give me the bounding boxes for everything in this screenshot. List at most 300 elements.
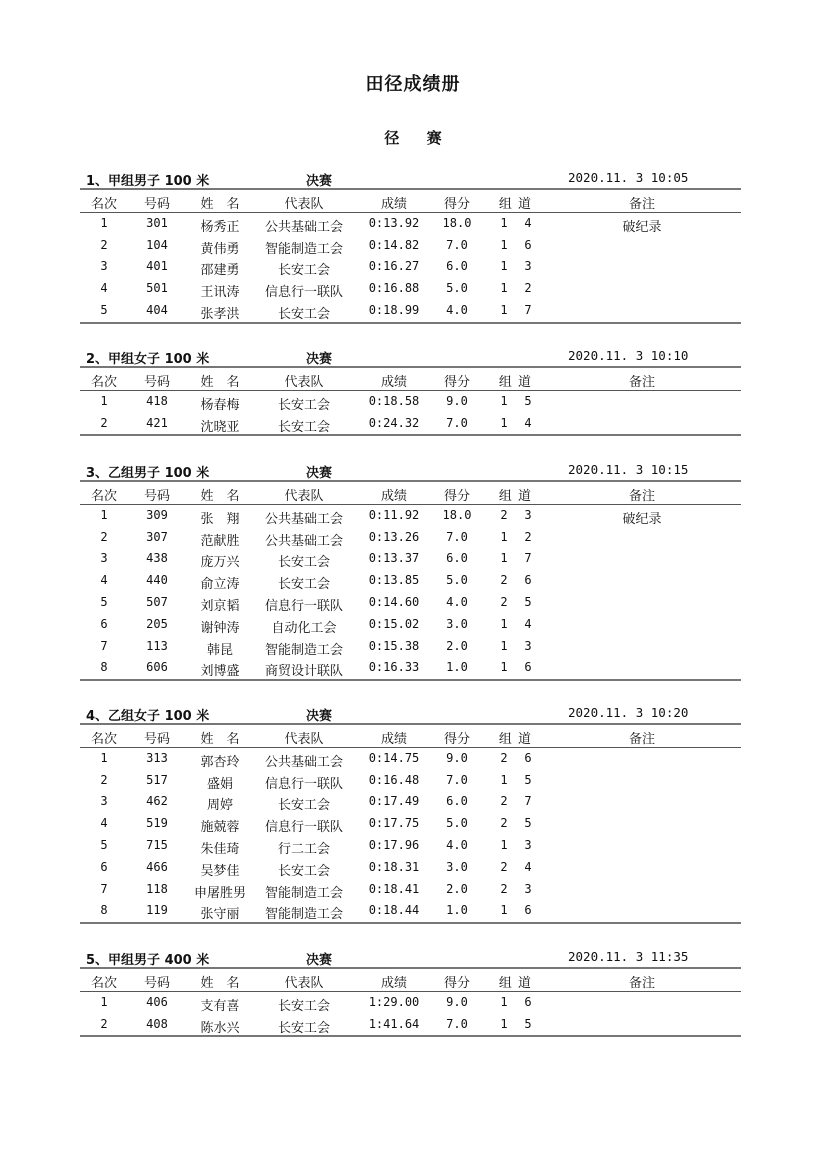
cell-lane: 3: [524, 507, 532, 522]
cell-team: 公共基础工会: [264, 533, 343, 549]
cell-number: 313: [146, 750, 168, 765]
cell-result: 0:18.41: [368, 881, 420, 896]
cell-rank: 1: [100, 215, 108, 230]
cell-result: 1:29.00: [368, 994, 420, 1009]
cell-number: 119: [146, 903, 168, 918]
cell-team: 长安工会: [277, 863, 330, 879]
cell-group: 1: [500, 393, 508, 408]
cell-name: 沈晓亚: [200, 419, 240, 435]
col-rank-header: 名次: [90, 375, 117, 390]
cell-group: 1: [500, 772, 508, 787]
col-team-header: 代表队: [284, 732, 324, 747]
cell-rank: 6: [100, 616, 108, 631]
cell-rank: 2: [100, 772, 108, 787]
event-time: 2020.11. 3 10:10: [568, 348, 689, 363]
event-section: [80, 460, 741, 681]
col-rank-header: 名次: [90, 976, 117, 991]
cell-team: 长安工会: [277, 577, 330, 593]
cell-number: 408: [146, 1016, 168, 1031]
cell-score: 4.0: [446, 302, 468, 317]
cell-lane: 6: [524, 994, 532, 1009]
table-row: [80, 391, 741, 413]
cell-group: 1: [500, 259, 508, 274]
cell-result: 0:16.88: [368, 281, 420, 296]
col-result-header: 成绩: [380, 375, 407, 390]
cell-number: 309: [146, 507, 168, 522]
col-rank-header: 名次: [90, 732, 117, 747]
cell-rank: 2: [100, 1016, 108, 1031]
cell-name: 吴梦佳: [200, 863, 240, 879]
cell-rank: 5: [100, 302, 108, 317]
cell-number: 606: [146, 660, 168, 675]
cell-lane: 4: [524, 415, 532, 430]
cell-result: 0:13.37: [368, 551, 420, 566]
cell-team: 公共基础工会: [264, 219, 343, 235]
cell-rank: 3: [100, 794, 108, 809]
col-score-header: 得分: [443, 976, 470, 991]
result-rows: [80, 505, 741, 679]
cell-lane: 5: [524, 816, 532, 831]
cell-team: 长安工会: [277, 1020, 330, 1036]
cell-name: 施兢蓉: [200, 820, 240, 836]
event-header: [80, 460, 741, 480]
cell-group: 1: [500, 215, 508, 230]
cell-score: 7.0: [446, 529, 468, 544]
result-rows: [80, 391, 741, 435]
cell-rank: 2: [100, 529, 108, 544]
cell-rank: 8: [100, 660, 108, 675]
cell-group: 2: [500, 859, 508, 874]
event-round: 决赛: [306, 352, 333, 367]
cell-result: 0:15.02: [368, 616, 420, 631]
col-note-header: 备注: [628, 732, 655, 747]
col-name-header: 姓 名: [200, 197, 240, 212]
col-group-lane-header: 组 道: [498, 489, 532, 504]
cell-result: 0:17.96: [368, 837, 420, 852]
col-team-header: 代表队: [284, 197, 324, 212]
cell-group: 2: [500, 750, 508, 765]
cell-lane: 6: [524, 573, 532, 588]
cell-result: 0:14.75: [368, 750, 420, 765]
table-bottom-rule: [80, 322, 741, 324]
cell-team: 行二工会: [277, 841, 330, 857]
cell-number: 517: [146, 772, 168, 787]
cell-rank: 1: [100, 994, 108, 1009]
cell-group: 1: [500, 616, 508, 631]
col-name-header: 姓 名: [200, 732, 240, 747]
cell-name: 范献胜: [200, 533, 240, 549]
cell-score: 1.0: [446, 660, 468, 675]
event-title: 5、甲组男子 400 米: [86, 953, 210, 968]
column-header-row: [80, 368, 741, 390]
col-group-lane-header: 组 道: [498, 375, 532, 390]
cell-name: 王讯涛: [200, 285, 240, 301]
table-row: [80, 657, 741, 679]
cell-rank: 3: [100, 551, 108, 566]
cell-score: 9.0: [446, 750, 468, 765]
table-row: [80, 636, 741, 658]
cell-number: 421: [146, 415, 168, 430]
event-round: 决赛: [306, 953, 333, 968]
cell-name: 黄伟勇: [200, 241, 240, 257]
table-row: [80, 900, 741, 922]
cell-lane: 4: [524, 215, 532, 230]
cell-lane: 3: [524, 259, 532, 274]
cell-result: 0:14.60: [368, 594, 420, 609]
cell-result: 0:16.48: [368, 772, 420, 787]
cell-score: 6.0: [446, 551, 468, 566]
cell-result: 0:16.27: [368, 259, 420, 274]
col-note-header: 备注: [628, 976, 655, 991]
table-row: [80, 278, 741, 300]
cell-score: 7.0: [446, 237, 468, 252]
cell-number: 438: [146, 551, 168, 566]
col-number-header: 号码: [143, 732, 170, 747]
cell-group: 1: [500, 638, 508, 653]
cell-group: 1: [500, 903, 508, 918]
cell-group: 1: [500, 1016, 508, 1031]
cell-team: 自动化工会: [271, 620, 337, 636]
col-note-header: 备注: [628, 197, 655, 212]
event-section: [80, 346, 741, 436]
event-title: 2、甲组女子 100 米: [86, 352, 210, 367]
cell-number: 307: [146, 529, 168, 544]
cell-rank: 8: [100, 903, 108, 918]
cell-number: 404: [146, 302, 168, 317]
cell-team: 智能制造工会: [264, 885, 343, 901]
cell-number: 406: [146, 994, 168, 1009]
result-rows: [80, 992, 741, 1036]
col-note-header: 备注: [628, 375, 655, 390]
cell-name: 申屠胜男: [193, 885, 246, 901]
cell-rank: 7: [100, 881, 108, 896]
cell-name: 俞立涛: [200, 577, 240, 593]
cell-result: 0:14.82: [368, 237, 420, 252]
event-section: [80, 703, 741, 924]
col-score-header: 得分: [443, 732, 470, 747]
cell-name: 刘博盛: [200, 664, 240, 680]
table-row: [80, 548, 741, 570]
table-row: [80, 527, 741, 549]
column-header-row: [80, 190, 741, 212]
table-row: [80, 505, 741, 527]
cell-group: 2: [500, 794, 508, 809]
cell-result: 0:18.44: [368, 903, 420, 918]
cell-number: 418: [146, 393, 168, 408]
cell-number: 462: [146, 794, 168, 809]
col-name-header: 姓 名: [200, 976, 240, 991]
event-header: [80, 703, 741, 723]
cell-team: 公共基础工会: [264, 511, 343, 527]
table-bottom-rule: [80, 434, 741, 436]
cell-result: 0:13.92: [368, 215, 420, 230]
column-header-row: [80, 969, 741, 991]
event-title: 1、甲组男子 100 米: [86, 174, 210, 189]
cell-group: 1: [500, 837, 508, 852]
cell-group: 1: [500, 551, 508, 566]
cell-rank: 2: [100, 237, 108, 252]
cell-team: 长安工会: [277, 263, 330, 279]
cell-rank: 2: [100, 415, 108, 430]
table-row: [80, 256, 741, 278]
document-subtitle: 径 赛: [384, 129, 442, 147]
cell-lane: 6: [524, 750, 532, 765]
cell-result: 0:13.26: [368, 529, 420, 544]
event-time: 2020.11. 3 10:05: [568, 170, 689, 185]
table-bottom-rule: [80, 679, 741, 681]
cell-lane: 7: [524, 551, 532, 566]
cell-result: 0:11.92: [368, 507, 420, 522]
cell-number: 507: [146, 594, 168, 609]
col-result-header: 成绩: [380, 489, 407, 504]
event-header: [80, 346, 741, 366]
table-row: [80, 300, 741, 322]
cell-team: 长安工会: [277, 555, 330, 571]
cell-name: 郭杏玲: [200, 754, 240, 770]
column-header-row: [80, 482, 741, 504]
event-section: [80, 947, 741, 1037]
col-score-header: 得分: [443, 489, 470, 504]
cell-rank: 4: [100, 281, 108, 296]
col-name-header: 姓 名: [200, 489, 240, 504]
event-header: [80, 947, 741, 967]
cell-team: 智能制造工会: [264, 241, 343, 257]
col-name-header: 姓 名: [200, 375, 240, 390]
cell-rank: 3: [100, 259, 108, 274]
cell-score: 4.0: [446, 837, 468, 852]
cell-note: 破纪录: [622, 219, 662, 235]
cell-name: 邵建勇: [200, 263, 240, 279]
cell-rank: 1: [100, 750, 108, 765]
col-rank-header: 名次: [90, 489, 117, 504]
cell-name: 张守丽: [200, 907, 240, 923]
cell-number: 440: [146, 573, 168, 588]
table-row: [80, 592, 741, 614]
cell-rank: 7: [100, 638, 108, 653]
col-group-lane-header: 组 道: [498, 732, 532, 747]
cell-score: 3.0: [446, 616, 468, 631]
document-title: 田径成绩册: [365, 74, 461, 95]
table-row: [80, 235, 741, 257]
col-team-header: 代表队: [284, 375, 324, 390]
cell-result: 0:16.33: [368, 660, 420, 675]
cell-score: 3.0: [446, 859, 468, 874]
cell-rank: 4: [100, 573, 108, 588]
cell-group: 2: [500, 816, 508, 831]
cell-name: 张 翔: [200, 511, 240, 527]
cell-lane: 3: [524, 881, 532, 896]
event-section: [80, 168, 741, 324]
cell-team: 智能制造工会: [264, 907, 343, 923]
cell-name: 谢钟涛: [200, 620, 240, 636]
col-score-header: 得分: [443, 375, 470, 390]
cell-result: 0:15.38: [368, 638, 420, 653]
cell-name: 杨春梅: [200, 397, 240, 413]
cell-lane: 6: [524, 660, 532, 675]
col-result-header: 成绩: [380, 732, 407, 747]
cell-team: 信息行一联队: [264, 820, 343, 836]
cell-number: 118: [146, 881, 168, 896]
cell-score: 5.0: [446, 281, 468, 296]
result-rows: [80, 748, 741, 922]
cell-result: 0:17.75: [368, 816, 420, 831]
cell-result: 0:13.85: [368, 573, 420, 588]
col-team-header: 代表队: [284, 489, 324, 504]
cell-score: 5.0: [446, 816, 468, 831]
cell-score: 18.0: [442, 507, 472, 522]
col-rank-header: 名次: [90, 197, 117, 212]
table-row: [80, 857, 741, 879]
cell-score: 18.0: [442, 215, 472, 230]
col-result-header: 成绩: [380, 197, 407, 212]
cell-lane: 3: [524, 837, 532, 852]
cell-rank: 1: [100, 393, 108, 408]
table-row: [80, 1014, 741, 1036]
cell-score: 4.0: [446, 594, 468, 609]
cell-score: 9.0: [446, 994, 468, 1009]
cell-lane: 5: [524, 772, 532, 787]
col-group-lane-header: 组 道: [498, 976, 532, 991]
table-row: [80, 213, 741, 235]
cell-name: 盛娟: [206, 776, 233, 792]
cell-number: 401: [146, 259, 168, 274]
cell-team: 信息行一联队: [264, 285, 343, 301]
table-row: [80, 570, 741, 592]
table-bottom-rule: [80, 1035, 741, 1037]
cell-note: 破纪录: [622, 511, 662, 527]
cell-group: 1: [500, 529, 508, 544]
cell-group: 1: [500, 302, 508, 317]
cell-name: 刘京韬: [200, 598, 240, 614]
cell-lane: 6: [524, 237, 532, 252]
cell-group: 1: [500, 660, 508, 675]
table-row: [80, 791, 741, 813]
cell-lane: 3: [524, 638, 532, 653]
col-score-header: 得分: [443, 197, 470, 212]
cell-name: 韩昆: [206, 642, 233, 658]
cell-result: 0:18.58: [368, 393, 420, 408]
cell-name: 周婷: [206, 798, 233, 814]
cell-group: 2: [500, 594, 508, 609]
cell-group: 1: [500, 994, 508, 1009]
table-row: [80, 614, 741, 636]
cell-number: 301: [146, 215, 168, 230]
cell-group: 2: [500, 507, 508, 522]
cell-group: 2: [500, 573, 508, 588]
cell-lane: 5: [524, 1016, 532, 1031]
table-row: [80, 748, 741, 770]
cell-score: 7.0: [446, 1016, 468, 1031]
cell-team: 商贸设计联队: [264, 664, 343, 680]
cell-team: 智能制造工会: [264, 642, 343, 658]
table-row: [80, 413, 741, 435]
cell-name: 陈水兴: [200, 1020, 240, 1036]
event-title: 4、乙组女子 100 米: [86, 709, 210, 724]
col-note-header: 备注: [628, 489, 655, 504]
col-number-header: 号码: [143, 197, 170, 212]
cell-result: 0:18.99: [368, 302, 420, 317]
cell-number: 466: [146, 859, 168, 874]
cell-lane: 4: [524, 616, 532, 631]
col-number-header: 号码: [143, 976, 170, 991]
table-row: [80, 813, 741, 835]
cell-name: 张孝洪: [200, 306, 240, 322]
cell-rank: 6: [100, 859, 108, 874]
cell-result: 0:24.32: [368, 415, 420, 430]
table-row: [80, 992, 741, 1014]
result-rows: [80, 213, 741, 322]
event-time: 2020.11. 3 10:15: [568, 462, 689, 477]
table-bottom-rule: [80, 922, 741, 924]
table-row: [80, 879, 741, 901]
cell-score: 2.0: [446, 638, 468, 653]
col-number-header: 号码: [143, 489, 170, 504]
cell-rank: 5: [100, 837, 108, 852]
cell-score: 2.0: [446, 881, 468, 896]
cell-team: 信息行一联队: [264, 598, 343, 614]
cell-lane: 7: [524, 302, 532, 317]
cell-team: 长安工会: [277, 306, 330, 322]
cell-number: 715: [146, 837, 168, 852]
cell-team: 公共基础工会: [264, 754, 343, 770]
event-time: 2020.11. 3 11:35: [568, 949, 689, 964]
event-time: 2020.11. 3 10:20: [568, 705, 689, 720]
cell-score: 6.0: [446, 794, 468, 809]
table-row: [80, 770, 741, 792]
col-result-header: 成绩: [380, 976, 407, 991]
cell-group: 2: [500, 881, 508, 896]
event-title: 3、乙组男子 100 米: [86, 466, 210, 481]
cell-lane: 5: [524, 594, 532, 609]
cell-score: 7.0: [446, 772, 468, 787]
cell-number: 113: [146, 638, 168, 653]
cell-lane: 2: [524, 281, 532, 296]
cell-result: 0:17.49: [368, 794, 420, 809]
cell-group: 1: [500, 281, 508, 296]
cell-team: 信息行一联队: [264, 776, 343, 792]
cell-group: 1: [500, 237, 508, 252]
cell-lane: 4: [524, 859, 532, 874]
event-header: [80, 168, 741, 188]
event-round: 决赛: [306, 466, 333, 481]
event-round: 决赛: [306, 709, 333, 724]
cell-result: 1:41.64: [368, 1016, 420, 1031]
cell-score: 5.0: [446, 573, 468, 588]
cell-lane: 6: [524, 903, 532, 918]
cell-team: 长安工会: [277, 397, 330, 413]
col-team-header: 代表队: [284, 976, 324, 991]
cell-name: 支有喜: [200, 998, 240, 1014]
cell-team: 长安工会: [277, 419, 330, 435]
cell-name: 杨秀正: [200, 219, 240, 235]
cell-lane: 7: [524, 794, 532, 809]
cell-score: 1.0: [446, 903, 468, 918]
cell-number: 501: [146, 281, 168, 296]
cell-result: 0:18.31: [368, 859, 420, 874]
cell-name: 朱佳琦: [200, 841, 240, 857]
cell-score: 6.0: [446, 259, 468, 274]
event-round: 决赛: [306, 174, 333, 189]
cell-team: 长安工会: [277, 798, 330, 814]
cell-name: 庞万兴: [200, 555, 240, 571]
cell-rank: 1: [100, 507, 108, 522]
table-row: [80, 835, 741, 857]
cell-group: 1: [500, 415, 508, 430]
cell-lane: 2: [524, 529, 532, 544]
cell-rank: 5: [100, 594, 108, 609]
cell-score: 7.0: [446, 415, 468, 430]
cell-team: 长安工会: [277, 998, 330, 1014]
